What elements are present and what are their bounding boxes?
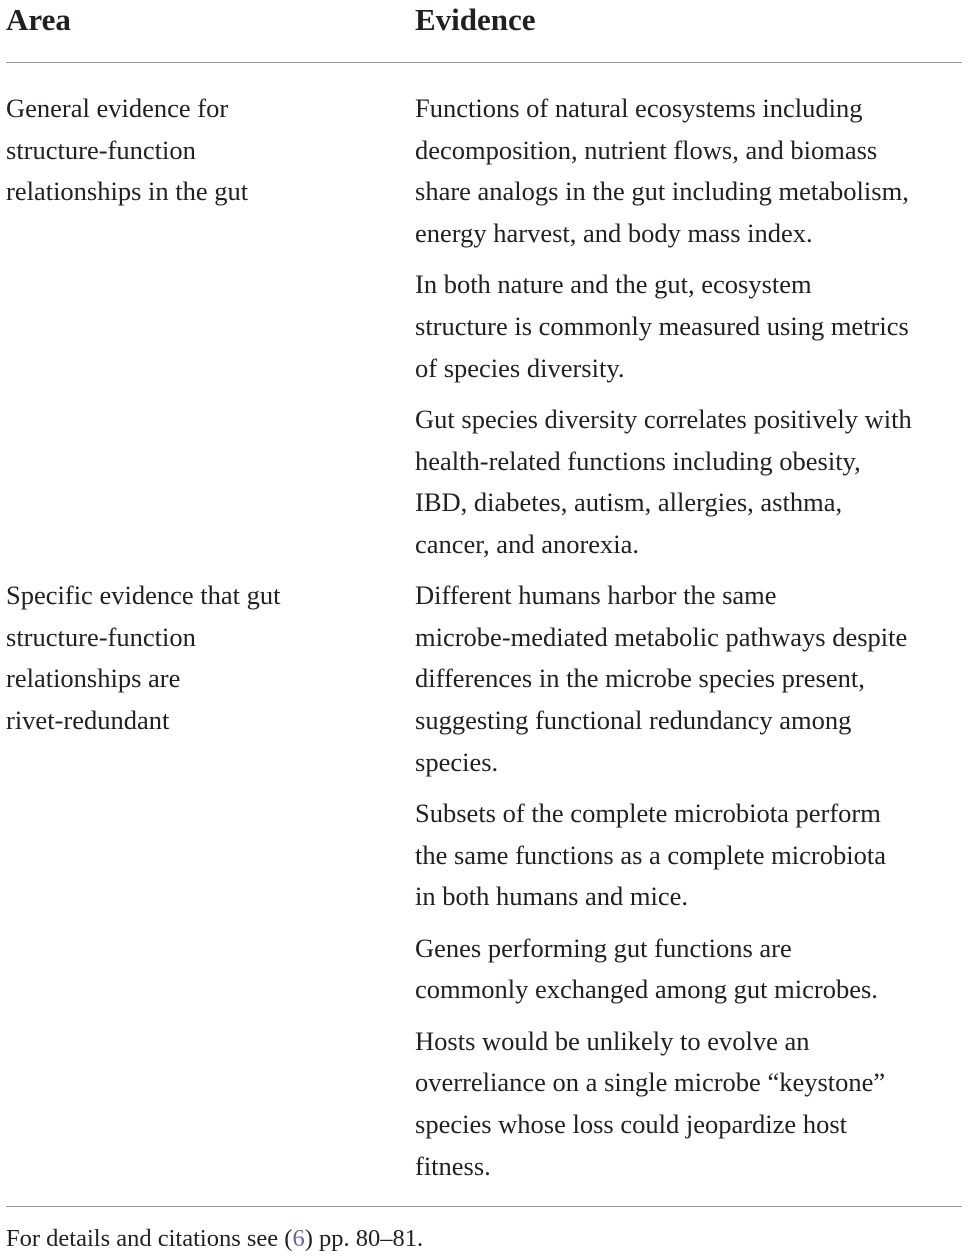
evidence-paragraph: In both nature and the gut, ecosystem structure is commonly measured using metrics of species diversity.: [415, 269, 909, 383]
column-header-evidence: Evidence: [415, 2, 536, 37]
footnote-suffix: ) pp. 80–81.: [304, 1225, 424, 1252]
evidence-paragraph: Hosts would be unlikely to evolve an overreliance on a single microbe “keystone” species whose loss could jeopardize host fitness.: [415, 1025, 886, 1181]
area-cell: Specific evidence that gut structure-function relationships are rivet-redundant: [6, 580, 281, 736]
area-cell: General evidence for structure-function relationships in the gut: [6, 93, 249, 207]
evidence-paragraph: Subsets of the complete microbiota perform the same functions as a complete microbiota in both humans and mice.: [415, 798, 886, 912]
table-footer-divider: [6, 1206, 962, 1207]
evidence-cell: [415, 575, 968, 1197]
citation-link[interactable]: 6: [292, 1225, 305, 1252]
evidence-paragraph: Functions of natural ecosystems including decomposition, nutrient flows, and biomass share analogs in the gut including metabolism, energy harvest, and body mass index.: [415, 93, 909, 249]
evidence-paragraph: Genes performing gut functions are commonly exchanged among gut microbes.: [415, 932, 878, 1005]
evidence-paragraph: Gut species diversity correlates positively with health-related functions including obesity, IBD, diabetes, autism, allergies, asthma, cancer, and anorexia.: [415, 403, 912, 560]
evidence-paragraph: Different humans harbor the same microbe-mediated metabolic pathways despite differences in the microbe species present, suggesting functional redundancy among species.: [415, 580, 908, 777]
evidence-cell: [415, 88, 968, 575]
column-header-area: Area: [6, 2, 71, 37]
table-footnote: [6, 1222, 423, 1256]
footnote-prefix: For details and citations see (: [6, 1225, 293, 1252]
header-divider: [6, 62, 962, 63]
table-header: [0, 0, 968, 62]
